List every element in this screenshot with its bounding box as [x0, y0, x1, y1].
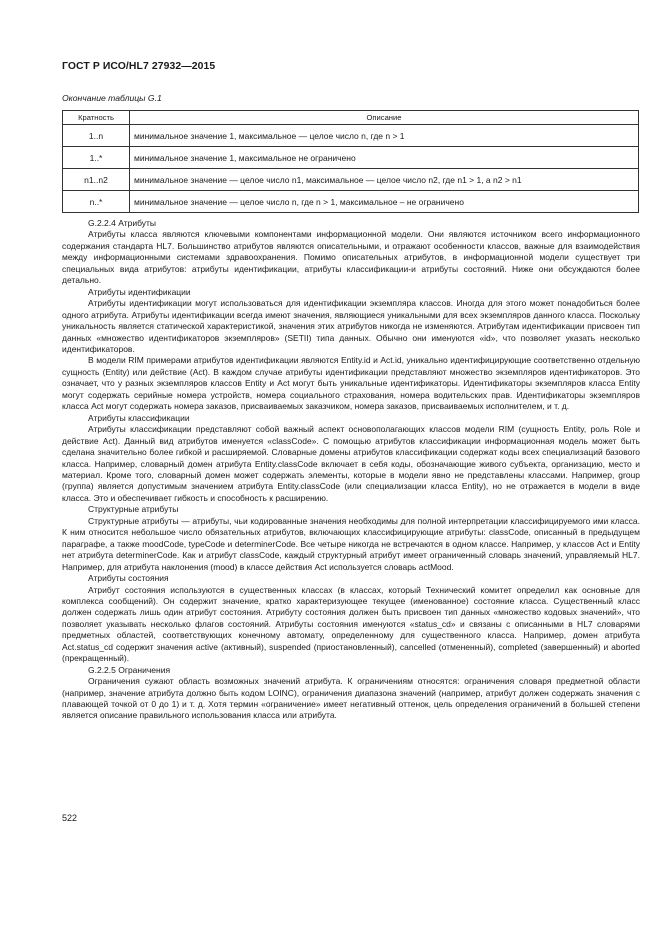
multiplicity-table — [62, 110, 639, 213]
table-row — [63, 191, 639, 213]
paragraph: Атрибуты идентификации могут использоваться для идентификации экземпляра классов. Иногда для этого может понадобиться более одного атрибута. Атрибуты идентификации всегда имеют значения, являющиеся уникальными для всех экземпляров данного класса. Поскольку уникальность является статической характеристикой, значения этих атрибутов никогда не изменяются. Атрибутам идентификации присвоен тип данных «множество идентификаторов экземпляров» (SETII) типа данных. Обычно они именуются «id», что позволяет указать несколько идентификаторов. — [62, 298, 640, 354]
section-heading: G.2.2.4 Атрибуты — [88, 218, 157, 228]
subsection-heading: Атрибуты состояния — [88, 573, 169, 584]
standard-header: ГОСТ Р ИСО/HL7 27932—2015 — [62, 61, 216, 72]
description-cell: минимальное значение — целое число n, где n > 1, максимальное – не ограничено — [130, 191, 639, 213]
subsection-heading: Структурные атрибуты — [88, 504, 179, 515]
multiplicity-cell: n1..n2 — [63, 169, 130, 191]
description-cell: минимальное значение 1, максимальное — целое число n, где n > 1 — [130, 125, 639, 147]
paragraph: Атрибуты класса являются ключевыми компонентами информационной модели. Они являются источником всего информационного содержания стандарта HL7. Большинство атрибутов являются описательными, и отражают особенности классов, важные для взаимодействия между информационными системами здравоохранения. Помимо описательных атрибутов, в информационной модели существует три специальных вида атрибутов: атрибуты идентификации, атрибуты классификации-и атрибуты состояний. Ниже они обсуждаются более детально. — [62, 229, 640, 286]
paragraph: Атрибуты классификации представляют собой важный аспект основополагающих классов модели RIM (сущность Entity, роль Role и действие Act). Данный вид атрибутов именуется «classCode». С помощью атрибутов классификации информационная модель может быть сделана значительно более гибкой и расширяемой. Словарные домены атрибутов классификации содержат коды всех специализаций базового класса. Например, словарный домен атрибута Entity.classCode включает в себя коды, обозначающие живого субъекта, организацию, место и материал. Кроме того, словарный домен может содержать элементы, которые в модели явно не представлены классами. Например, group (группа) является допустимым значением атрибута Entity.classCode (или специализации класса Entity), но не отражается в модели в виде класса. Это и обеспечивает гибкость и способность к расширению. — [62, 424, 640, 503]
paragraph: Ограничения сужают область возможных значений атрибута. К ограничениям относятся: ограничения словаря предметной области (например, значение атрибута должно быть кодом LOINC), ограничения диапазона значений (например, атрибут должен содержать значения с плавающей точкой от 0 до 1) и т. д. Хотя термин «ограничение» имеет негативный оттенок, цель определения ограничений в большей степени является описание правильного использования класса или атрибута. — [62, 676, 640, 721]
column-header-multiplicity: Кратность — [63, 111, 130, 125]
table-row — [63, 147, 639, 169]
body-text — [62, 218, 640, 722]
description-cell: минимальное значение 1, максимальное не ограничено — [130, 147, 639, 169]
multiplicity-cell: 1..* — [63, 147, 130, 169]
multiplicity-cell: 1..n — [63, 125, 130, 147]
subsection-heading: Атрибуты идентификации — [88, 286, 191, 297]
table-caption: Окончание таблицы G.1 — [62, 93, 162, 103]
page-number: 522 — [62, 813, 78, 823]
section-heading: G.2.2.5 Ограничения — [88, 664, 171, 675]
description-cell: минимальное значение — целое число n1, максимальное — целое число n2, где n1 > 1, a n2 > n1 — [130, 169, 639, 191]
paragraph: В модели RIM примерами атрибутов идентификации являются Entity.id и Act.id, уникально идентифицирующие соответственно отдельную сущность (Entity) или действие (Act). В каждом случае атрибуты идентификации представляют множество экземпляров идентификаторов. Это означает, что у разных экземпляров классов Entity и Act могут быть уникальные идентификаторы. Идентификаторы экземпляров класса Entity могут содержать серийные номера устройств, номера социального страхования, номера водительских прав. Идентификаторы экземпляров класса Act могут содержать номера заказов, присваиваемых заказчиком, номера заказов, присваиваемых исполнителем, и т. д. — [62, 355, 640, 412]
multiplicity-cell: n..* — [63, 191, 130, 213]
paragraph: Структурные атрибуты — атрибуты, чьи кодированные значения необходимы для полной интерпретации классифицируемого ими класса. К ним относится небольшое число обязательных атрибутов, включающих классифицирующие атрибуты: classCode, описанный в предыдущем параграфе, а также moodCode, typeCode и determinerCode. Все четыре никогда не встречаются в одном классе. Например, у классов Act и Entity нет атрибута determinerCode. Как и атрибут classCode, каждый структурный атрибут имеет ограниченный словарь значений, управляемый HL7. Например, для атрибута наклонения (mood) в классе действия Act используется словарь actMood. — [62, 515, 640, 572]
table-row — [63, 169, 639, 191]
column-header-description: Описание — [130, 111, 639, 125]
subsection-heading: Атрибуты классификации — [88, 412, 190, 423]
paragraph: Атрибут состояния используются в существенных классах (в классах, который Технический комитет определил как основные для комплекса сообщений). Он содержит значение, кратко характеризующее текущее (именованное) состояние класса. Существенный класс должен содержать лишь один атрибут состояния. Атрибуту состояния должен быть присвоен тип данных «множество кодовых значений», что позволяет указывать несколько флагов состояний. Атрибуты состояния именуются «status_cd» и связаны с описанными в HL7 словарями предметных областей, соответствующих конечному автомату, определенному для существенного класса. Например, домен атрибута Act.status_cd содержит значения active (активный), suspended (приостановленный), cancelled (отмененный), completed (завершенный) и aborted (прекращенный). — [62, 584, 640, 664]
table-row — [63, 125, 639, 147]
table-header-row — [63, 111, 639, 125]
